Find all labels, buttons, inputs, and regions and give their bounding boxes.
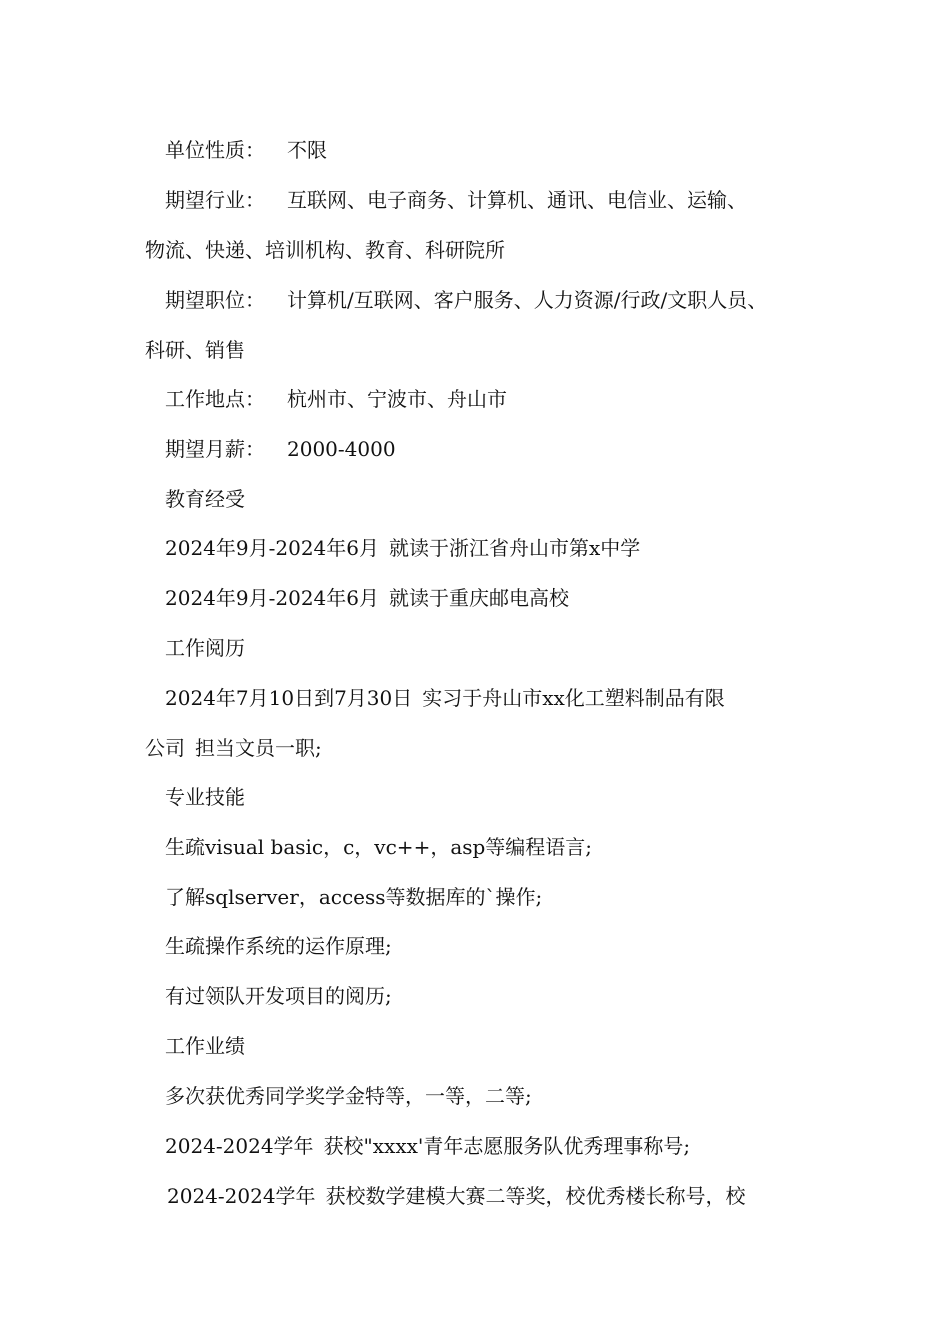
expected-position-line [165, 287, 767, 313]
education-date: 2024年9月-2024年6月 [165, 536, 380, 560]
education-date: 2024年9月-2024年6月 [165, 586, 380, 610]
achievement-year: 2024-2024学年 [165, 1134, 314, 1158]
expected-industry-line [165, 187, 747, 213]
achievement-item: 多次获优秀同学奖学金特等，一等，二等; [165, 1084, 532, 1108]
work-experience-continued [145, 735, 322, 761]
expected-salary-line [165, 436, 396, 462]
skill-item: 有过领队开发项目的阅历; [165, 984, 392, 1008]
work-experience-heading: 工作阅历 [165, 636, 245, 660]
education-heading: 教育经受 [165, 487, 245, 511]
work-experience-detail: 实习于舟山市xx化工塑料制品有限 [422, 686, 725, 710]
expected-industry-continued: 物流、快递、培训机构、教育、科研院所 [145, 238, 505, 262]
skills-heading: 专业技能 [165, 785, 245, 809]
expected-industry-label: 期望行业： [165, 188, 265, 212]
achievement-detail: 获校数学建模大赛二等奖，校优秀楼长称号，校 [325, 1184, 746, 1208]
unit-type-line [165, 137, 327, 163]
skill-item: 生疏操作系统的运作原理; [165, 934, 392, 958]
achievement-year: 2024-2024学年 [167, 1184, 316, 1208]
education-school: 就读于浙江省舟山市第x中学 [389, 536, 641, 560]
expected-position-label: 期望职位： [165, 288, 265, 312]
achievements-heading: 工作业绩 [165, 1034, 245, 1058]
work-location-line [165, 386, 507, 412]
achievement-detail: 获校"xxxx'青年志愿服务队优秀理事称号; [323, 1134, 691, 1158]
achievement-item [165, 1133, 690, 1159]
expected-salary-value: 2000-4000 [287, 437, 396, 461]
work-location-label: 工作地点： [165, 387, 265, 411]
expected-position-value: 计算机/互联网、客户服务、人力资源/行政/文职人员、 [287, 288, 768, 312]
education-entry [165, 585, 569, 611]
education-school: 就读于重庆邮电高校 [389, 586, 570, 610]
expected-salary-label: 期望月薪： [165, 437, 265, 461]
unit-type-label: 单位性质： [165, 138, 265, 162]
expected-position-continued: 科研、销售 [145, 338, 245, 362]
work-experience-date: 2024年7月10日到7月30日 [165, 686, 413, 710]
achievement-item [167, 1183, 746, 1209]
unit-type-value: 不限 [287, 138, 327, 162]
work-experience-company-tail: 公司 [145, 736, 185, 760]
work-experience-entry [165, 685, 725, 711]
work-location-value: 杭州市、宁波市、舟山市 [287, 387, 507, 411]
skill-item: 了解sqlserver，access等数据库的`操作; [165, 885, 543, 909]
skill-item: 生疏visual basic，c，vc++，asp等编程语言; [165, 835, 593, 859]
work-experience-role: 担当文员一职; [195, 736, 322, 760]
education-entry [165, 535, 640, 561]
expected-industry-value: 互联网、电子商务、计算机、通讯、电信业、运输、 [287, 188, 747, 212]
